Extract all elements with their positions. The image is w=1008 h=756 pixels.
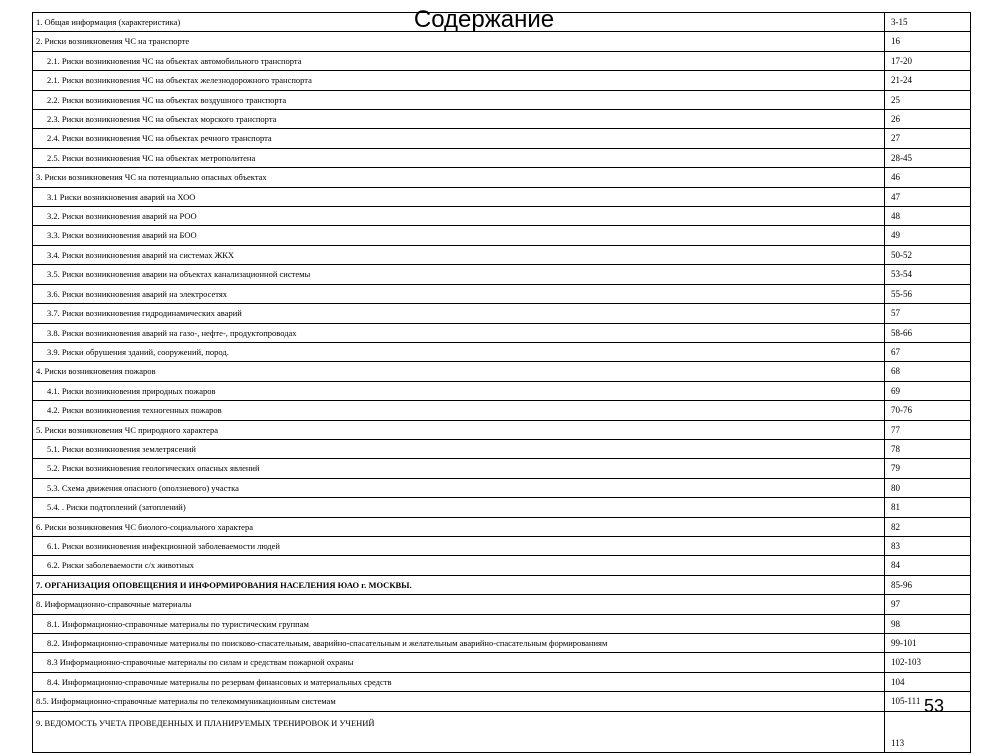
table-row — [33, 381, 971, 400]
page-range: 55-56 — [885, 284, 971, 303]
table-row — [33, 71, 971, 90]
table-row — [33, 148, 971, 167]
section-title: 2.1. Риски возникновения ЧС на объектах железнодорожного транспорта — [33, 71, 885, 90]
table-row — [33, 692, 971, 711]
section-title: 8.4. Информационно-справочные материалы по резервам финансовых и материальных средств — [33, 672, 885, 691]
table-row — [33, 517, 971, 536]
page-range: 46 — [885, 168, 971, 187]
section-title: 2.4. Риски возникновения ЧС на объектах речного транспорта — [33, 129, 885, 148]
section-title: 4.1. Риски возникновения природных пожаров — [33, 381, 885, 400]
page-range: 28-45 — [885, 148, 971, 167]
section-title: 2.1. Риски возникновения ЧС на объектах автомобильного транспорта — [33, 51, 885, 70]
section-title: 8. Информационно-справочные материалы — [33, 595, 885, 614]
section-title: 4. Риски возникновения пожаров — [33, 362, 885, 381]
toc-body — [33, 13, 971, 753]
table-row — [33, 304, 971, 323]
table-row — [33, 207, 971, 226]
table-row — [33, 711, 971, 752]
table-row — [33, 32, 971, 51]
table-row — [33, 362, 971, 381]
page-range: 3-15 — [885, 13, 971, 32]
section-title: 3.1 Риски возникновения аварий на ХОО — [33, 187, 885, 206]
section-title: 3.5. Риски возникновения аварии на объектах канализационной системы — [33, 265, 885, 284]
section-title: 9. ВЕДОМОСТЬ УЧЕТА ПРОВЕДЕННЫХ И ПЛАНИРУЕМЫХ ТРЕНИРОВОК И УЧЕНИЙ — [33, 711, 885, 752]
section-title: 2. Риски возникновения ЧС на транспорте — [33, 32, 885, 51]
section-title: 8.2. Информационно-справочные материалы по поисково-спасательным, аварийно-спасательным и желательным аварийно-спасательным формированиям — [33, 634, 885, 653]
page-range: 79 — [885, 459, 971, 478]
page-title: Содержание — [413, 6, 555, 33]
table-row — [33, 245, 971, 264]
page-range: 81 — [885, 498, 971, 517]
page-range: 47 — [885, 187, 971, 206]
table-of-contents — [32, 12, 971, 753]
page-range: 102-103 — [885, 653, 971, 672]
table-row — [33, 556, 971, 575]
page-range: 99-101 — [885, 634, 971, 653]
section-title: 6. Риски возникновения ЧС биолого-социального характера — [33, 517, 885, 536]
section-title: 6.2. Риски заболеваемости с/х животных — [33, 556, 885, 575]
page-range: 77 — [885, 420, 971, 439]
page-range: 17-20 — [885, 51, 971, 70]
table-row — [33, 323, 971, 342]
table-row — [33, 187, 971, 206]
page-range: 26 — [885, 110, 971, 129]
table-row — [33, 51, 971, 70]
page-range: 83 — [885, 536, 971, 555]
table-row — [33, 595, 971, 614]
page-number: 53 — [924, 696, 945, 716]
section-title: 1. Общая информация (характеристика) — [33, 13, 885, 32]
section-title: 3.3. Риски возникновения аварий на БОО — [33, 226, 885, 245]
page-range: 97 — [885, 595, 971, 614]
section-title: 4.2. Риски возникновения техногенных пожаров — [33, 401, 885, 420]
table-row — [33, 265, 971, 284]
table-row — [33, 575, 971, 594]
section-title: 5. Риски возникновения ЧС природного характера — [33, 420, 885, 439]
section-title: 5.3. Схема движения опасного (оползневого) участка — [33, 478, 885, 497]
table-row — [33, 13, 971, 32]
table-row — [33, 110, 971, 129]
section-title: 2.5. Риски возникновения ЧС на объектах метрополитена — [33, 148, 885, 167]
table-row — [33, 459, 971, 478]
page-range: 113 — [885, 711, 971, 752]
section-title: 5.1. Риски возникновения землетрясений — [33, 439, 885, 458]
section-title: 2.2. Риски возникновения ЧС на объектах воздушного транспорта — [33, 90, 885, 109]
page-range: 53-54 — [885, 265, 971, 284]
page-range: 69 — [885, 381, 971, 400]
table-row — [33, 284, 971, 303]
section-title: 3.8. Риски возникновения аварий на газо-, нефте-, продуктопроводах — [33, 323, 885, 342]
table-row — [33, 420, 971, 439]
page-range: 104 — [885, 672, 971, 691]
table-row — [33, 90, 971, 109]
page-range: 57 — [885, 304, 971, 323]
section-title: 8.3 Информационно-справочные материалы по силам и средствам пожарной охраны — [33, 653, 885, 672]
table-row — [33, 614, 971, 633]
page-range: 50-52 — [885, 245, 971, 264]
page-range: 80 — [885, 478, 971, 497]
table-row — [33, 478, 971, 497]
section-title: 3.2. Риски возникновения аварий на РОО — [33, 207, 885, 226]
page-range: 84 — [885, 556, 971, 575]
section-title: 2.3. Риски возникновения ЧС на объектах морского транспорта — [33, 110, 885, 129]
section-title: 3.6. Риски возникновения аварий на электросетях — [33, 284, 885, 303]
page-range: 68 — [885, 362, 971, 381]
section-title: 3.4. Риски возникновения аварий на системах ЖКХ — [33, 245, 885, 264]
page-range: 27 — [885, 129, 971, 148]
table-row — [33, 129, 971, 148]
page-range: 16 — [885, 32, 971, 51]
section-title: 5.2. Риски возникновения геологических опасных явлений — [33, 459, 885, 478]
table-row — [33, 401, 971, 420]
page-range: 49 — [885, 226, 971, 245]
table-row — [33, 653, 971, 672]
section-title: 6.1. Риски возникновения инфекционной заболеваемости людей — [33, 536, 885, 555]
table-row — [33, 498, 971, 517]
page-range: 70-76 — [885, 401, 971, 420]
section-title: 3.9. Риски обрушения зданий, сооружений, пород. — [33, 342, 885, 361]
table-row — [33, 342, 971, 361]
page-range: 58-66 — [885, 323, 971, 342]
table-row — [33, 439, 971, 458]
page-range: 98 — [885, 614, 971, 633]
page-range: 25 — [885, 90, 971, 109]
section-title: 8.1. Информационно-справочные материалы по туристическим группам — [33, 614, 885, 633]
page-range: 21-24 — [885, 71, 971, 90]
table-row — [33, 634, 971, 653]
page-range: 82 — [885, 517, 971, 536]
page-range: 48 — [885, 207, 971, 226]
section-title: 7. ОРГАНИЗАЦИЯ ОПОВЕЩЕНИЯ И ИНФОРМИРОВАНИЯ НАСЕЛЕНИЯ ЮАО г. МОСКВЫ. — [33, 575, 885, 594]
page-range: 105-111 — [885, 692, 971, 711]
page-range: 85-96 — [885, 575, 971, 594]
table-row — [33, 672, 971, 691]
section-title: 3.7. Риски возникновения гидродинамических аварий — [33, 304, 885, 323]
page-range: 67 — [885, 342, 971, 361]
section-title: 3. Риски возникновения ЧС на потенциально опасных объектах — [33, 168, 885, 187]
table-row — [33, 168, 971, 187]
table-row — [33, 536, 971, 555]
table-row — [33, 226, 971, 245]
section-title: 5.4. . Риски подтоплений (затоплений) — [33, 498, 885, 517]
page-range: 78 — [885, 439, 971, 458]
section-title: 8.5. Информационно-справочные материалы по телекоммуникационным системам — [33, 692, 885, 711]
